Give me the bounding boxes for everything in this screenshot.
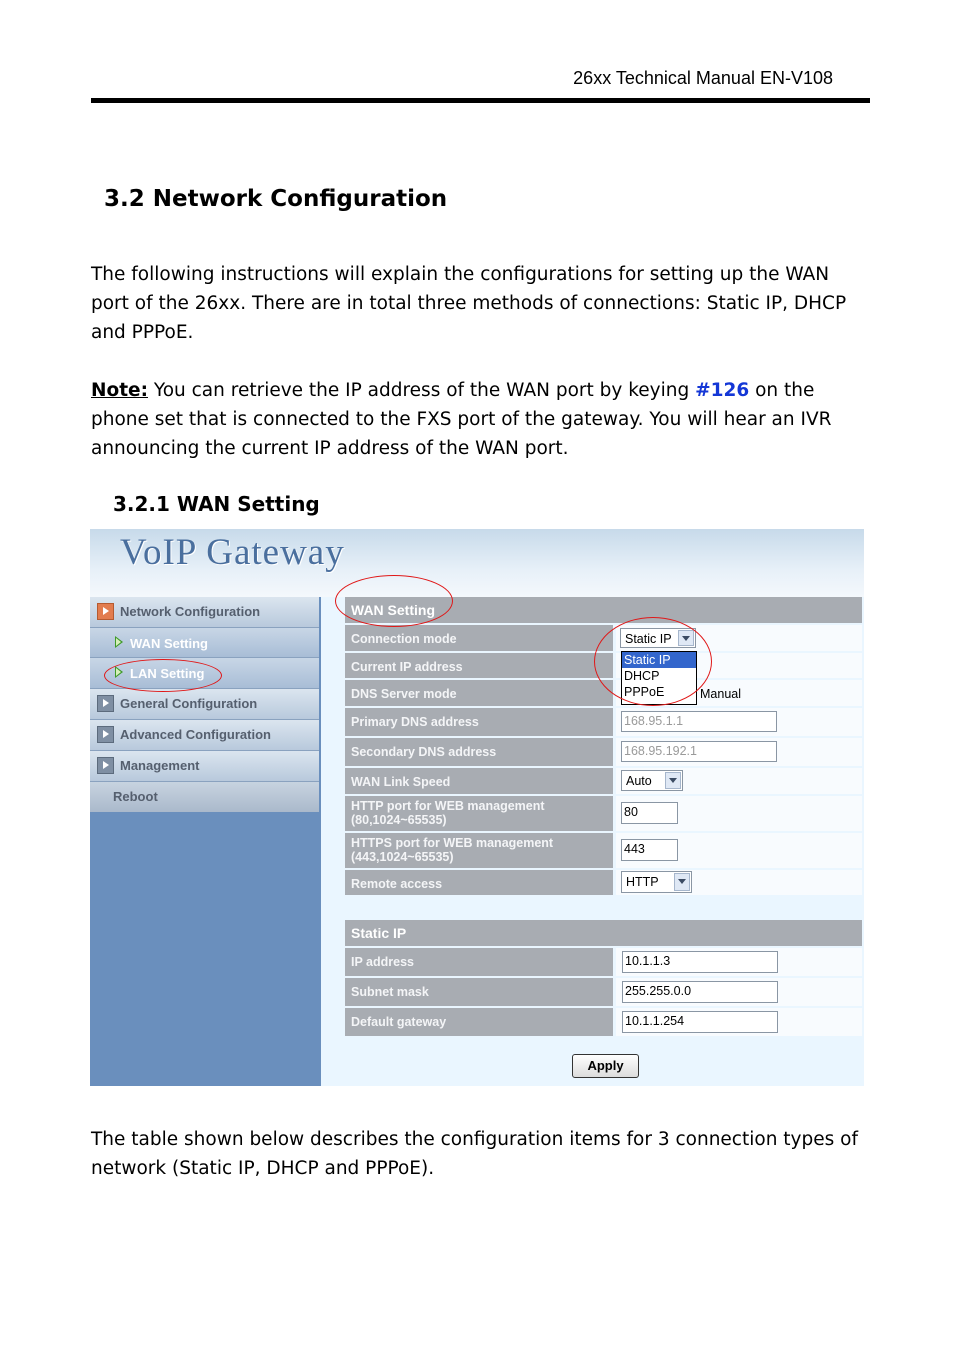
row-ip-address <box>345 948 862 976</box>
row-label-line: (443,1024~65535) <box>351 850 454 864</box>
remote-access-select[interactable] <box>621 871 692 893</box>
row-label <box>345 978 613 1006</box>
row-https-port <box>345 833 862 868</box>
row-value <box>616 833 862 868</box>
row-label <box>345 796 613 831</box>
row-label-text: WAN Link Speed <box>351 775 451 789</box>
header-rule <box>91 98 870 103</box>
row-label-text: Remote access <box>351 877 443 891</box>
row-label <box>345 738 613 766</box>
wan-link-speed-select[interactable] <box>621 770 683 791</box>
note-text-after: on the phone set that is connected to the FXS port of the gateway. You will hear an IVR announcing the current IP address of the WAN port. <box>91 380 832 459</box>
expand-arrow-icon <box>97 726 114 743</box>
sidebar-item-label: LAN Setting <box>130 666 205 681</box>
sidebar-item-network-configuration[interactable] <box>90 597 319 628</box>
sidebar-item-general-configuration[interactable] <box>90 689 319 720</box>
sidebar-item-label: General Configuration <box>120 696 258 711</box>
row-label <box>345 1008 613 1036</box>
section-header-label: Static IP <box>351 925 407 941</box>
sidebar-item-advanced-configuration[interactable] <box>90 720 319 751</box>
manual-header-title: 26xx Technical Manual EN-V108 <box>573 68 833 88</box>
row-label-text: DNS Server mode <box>351 687 457 701</box>
sidebar-item-label: Reboot <box>113 789 158 804</box>
row-value <box>616 1008 862 1036</box>
https-port-input[interactable]: 443 <box>621 839 678 861</box>
section-title: 3.2 Network Configuration <box>104 186 448 212</box>
expand-arrow-icon <box>97 695 114 712</box>
expand-arrow-icon <box>97 757 114 774</box>
row-label <box>345 680 613 706</box>
play-arrow-icon <box>115 636 123 648</box>
highlight-circle-connection-mode <box>594 617 712 706</box>
http-port-input[interactable]: 80 <box>621 802 678 824</box>
sidebar-item-label: Network Configuration <box>120 604 261 619</box>
wan-setting-screenshot <box>90 529 864 1086</box>
row-label-text <box>351 836 553 864</box>
row-label <box>345 948 613 976</box>
row-label <box>345 768 613 794</box>
select-value: Static IP <box>625 632 672 646</box>
row-subnet-mask <box>345 978 862 1006</box>
row-value <box>616 870 862 895</box>
row-label-text: Current IP address <box>351 660 463 674</box>
row-label <box>345 833 613 868</box>
row-label <box>345 870 613 895</box>
default-gateway-input[interactable]: 10.1.1.254 <box>622 1011 778 1033</box>
note-code: #126 <box>695 380 750 401</box>
row-value <box>616 796 862 831</box>
gateway-logo: VoIP Gateway <box>120 532 345 573</box>
row-label-text: Secondary DNS address <box>351 745 497 759</box>
dropdown-option-dhcp[interactable]: DHCP <box>624 669 660 683</box>
outro-paragraph: The table shown below describes the configuration items for 3 connection types of network (Static IP, DHCP and PPPoE). <box>91 1129 858 1179</box>
apply-button[interactable]: Apply <box>572 1054 639 1078</box>
row-label <box>345 625 613 651</box>
ip-address-input[interactable]: 10.1.1.3 <box>622 951 778 973</box>
row-secondary-dns <box>345 738 862 766</box>
row-label-line: HTTP port for WEB management <box>351 799 545 813</box>
row-label-line: HTTPS port for WEB management <box>351 836 554 850</box>
row-value <box>616 768 862 794</box>
sidebar-item-wan-setting[interactable] <box>90 628 319 658</box>
row-value <box>616 738 862 766</box>
row-label <box>345 708 613 736</box>
row-remote-access <box>345 870 862 895</box>
sidebar-item-label: Management <box>120 758 200 773</box>
subnet-mask-input[interactable]: 255.255.0.0 <box>622 981 778 1003</box>
row-label <box>345 653 613 678</box>
highlight-circle-wan-header <box>335 575 453 627</box>
highlight-circle-lan-setting <box>104 659 222 692</box>
sidebar-item-management[interactable] <box>90 751 319 782</box>
secondary-dns-input[interactable]: 168.95.192.1 <box>621 741 777 762</box>
chevron-down-icon <box>674 873 690 891</box>
row-label-text: Primary DNS address <box>351 715 479 729</box>
dropdown-option-static-ip[interactable]: Static IP <box>622 652 696 668</box>
row-primary-dns <box>345 708 862 736</box>
note-label: Note: <box>91 380 148 401</box>
row-value <box>616 708 862 736</box>
subsection-title: 3.2.1 WAN Setting <box>113 492 320 516</box>
primary-dns-input[interactable]: 168.95.1.1 <box>621 711 777 732</box>
dns-mode-value: Manual <box>700 687 741 701</box>
row-label-text: Default gateway <box>351 1015 447 1029</box>
row-value <box>616 978 862 1006</box>
row-default-gateway <box>345 1008 862 1036</box>
note-paragraph <box>91 376 871 463</box>
section-header-label: WAN Setting <box>351 602 435 618</box>
select-value: Auto <box>626 774 652 788</box>
chevron-down-icon <box>665 772 681 789</box>
row-http-port <box>345 796 862 831</box>
row-wan-link-speed <box>345 768 862 794</box>
expand-arrow-icon <box>97 603 114 620</box>
intro-paragraph: The following instructions will explain the configurations for setting up the WAN port of the 26xx. There are in total three methods of connections: Static IP, DHCP and PPPoE. <box>91 264 847 343</box>
row-label-text: Connection mode <box>351 632 457 646</box>
select-value: HTTP <box>626 875 659 889</box>
dropdown-option-pppoe[interactable]: PPPoE <box>624 685 665 699</box>
row-value <box>616 948 862 976</box>
sidebar-item-reboot[interactable] <box>90 782 319 812</box>
row-label-text: IP address <box>351 955 415 969</box>
static-ip-header <box>345 920 862 946</box>
sidebar-item-label: Advanced Configuration <box>120 727 271 742</box>
note-text-before: You can retrieve the IP address of the WAN port by keying <box>147 380 696 401</box>
row-label-line: (80,1024~65535) <box>351 813 447 827</box>
sidebar-item-label: WAN Setting <box>130 636 208 651</box>
row-label-text <box>351 799 545 827</box>
row-label-text: Subnet mask <box>351 985 429 999</box>
